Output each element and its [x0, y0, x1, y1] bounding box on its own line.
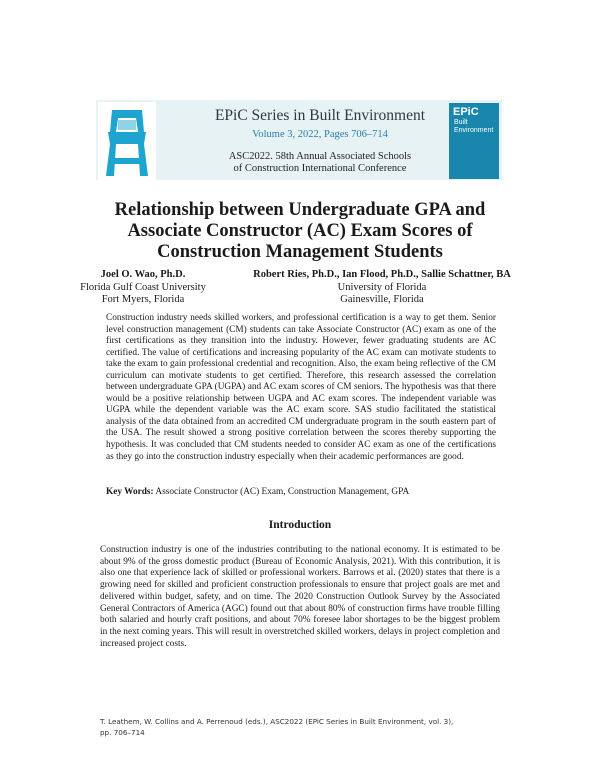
conference-name: [200, 151, 440, 175]
author-location: Gainesville, Florida: [340, 294, 424, 306]
paper-title-line-2: Associate Constructor (AC) Exam Scores of: [127, 221, 473, 241]
author-affiliation: University of Florida: [337, 281, 427, 293]
epic-chair-logo-icon: [98, 102, 156, 180]
author-block-2: [230, 269, 534, 307]
author-name: Robert Ries, Ph.D., Ian Flood, Ph.D., Sallie Schattner, BA: [253, 269, 511, 280]
logo-epic-text: EPiC: [453, 106, 479, 118]
author-name: Joel O. Wao, Ph.D.: [100, 269, 186, 280]
conference-line-1: ASC2022. 58th Annual Associated Schools: [228, 151, 412, 162]
author-location: Fort Myers, Florida: [101, 294, 185, 306]
conference-line-2: of Construction International Conference: [233, 163, 407, 174]
author-affiliation: Florida Gulf Coast University: [80, 281, 206, 293]
section-heading-introduction: Introduction: [268, 519, 332, 531]
abstract: Construction industry needs skilled workers, and professional certification is a way to get them. Senior level construction management (CM) students can take Associate Constructor (AC) exam as one of the first certifications as they transition into the industry. However, fewer graduating students are AC certified. The value of certifications and increasing popularity of the AC exam can motivate students to take the exam to gain professional credential and recognition. Also, the exam being reflective of the CM curriculum can motivate students to get certified. Therefore, this research assessed the correlation between undergraduate GPA (UGPA) and AC exam scores of CM seniors. The hypothesis was that there would be a positive relationship between UGPA and AC exam scores. The independent variable was UGPA while the dependent variable was the AC exam score. SAS studio facilitated the statistical analysis of the data obtained from an accredited CM undergraduate program in the south eastern part of the USA. The result showed a strong positive correlation between the scores thereby supporting the hypothesis. It was concluded that CM students needed to consider AC exam as one of the certifications as they go into the construction industry especially when their academic performances are good.: [106, 313, 496, 462]
introduction-paragraph: Construction industry is one of the industries contributing to the national economy. It is estimated to be about 9% of the gross domestic product (Bureau of Economic Analysis, 2021). With this contribution, it is also one that experience lack of skilled or professional workers. Barrows et al. (2020) states that there is a growing need for skilled and proficient construction professionals to ensure that project goals are met and delivered within budget, safety, and on time. The 2020 Construction Outlook Survey by the Associated General Contractors of America (AGC) found out that about 80% of construction firms have trouble filling both salaried and hourly craft positions, and about 70% foresee labor shortages to be the biggest problem in the next coming years. This will result in overstretched skilled workers, delays in project completion and increased project costs.: [100, 545, 500, 649]
paper-title-line-1: Relationship between Undergraduate GPA and: [114, 200, 486, 220]
author-block-1: [68, 269, 218, 307]
citation-footer: [100, 717, 500, 738]
logo-built-text: Built: [454, 119, 468, 126]
keywords: [106, 487, 496, 498]
volume-pages: Volume 3, 2022, Pages 706–714: [252, 129, 388, 140]
citation-line-2: pp. 706–714: [100, 727, 145, 737]
keywords-text: Associate Constructor (AC) Exam, Construction Management, GPA: [155, 487, 410, 497]
epic-built-environment-logo: [449, 103, 499, 179]
logo-subtitle-text: [454, 119, 493, 135]
paper-title: [100, 200, 500, 263]
paper-title-line-3: Construction Management Students: [157, 242, 443, 262]
citation-line-1: T. Leathem, W. Collins and A. Perrenoud (eds.), ASC2022 (EPiC Series in Built Environment, vol. 3),: [100, 717, 454, 726]
keywords-label: Key Words:: [106, 487, 154, 497]
logo-environment-text: Environment: [454, 127, 494, 134]
series-title: EPiC Series in Built Environment: [214, 107, 426, 124]
